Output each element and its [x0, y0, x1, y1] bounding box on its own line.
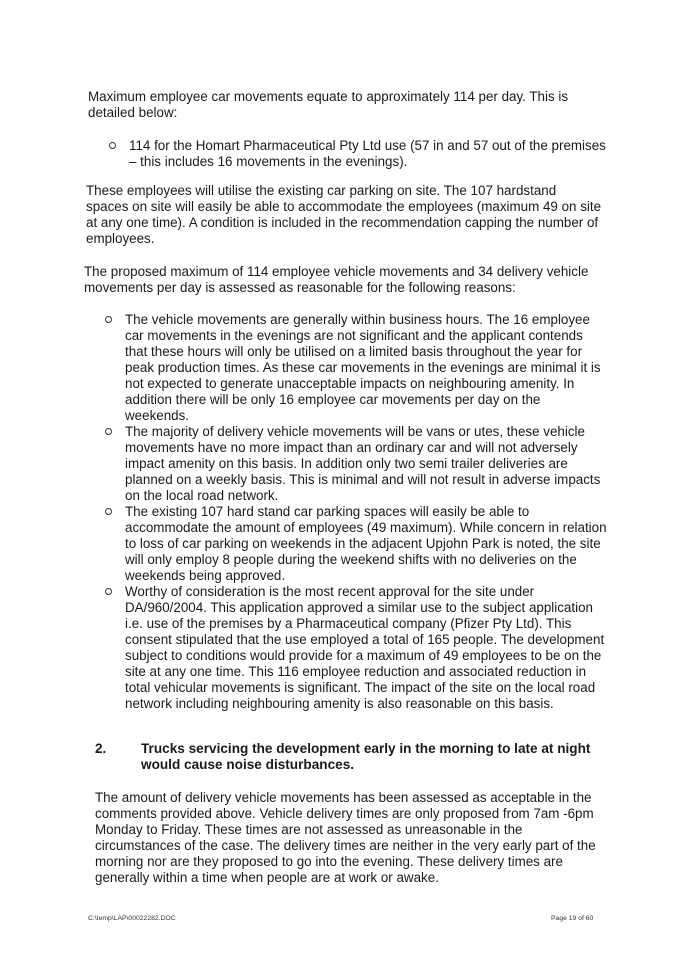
list-item-text: Worthy of consideration is the most recent approval for the site under DA/960/2004. This application approved a similar use to the subject application i.e. use of the premises by a Pharmaceutical company (Pfizer Pty Ltd). This consent stipulated that the use employed a total of 165 people. The development subject to conditions would provide for a maximum of 49 employees to be on the site at any one time. This 116 employee reduction and associated reduction in total vehicular movements is significant. The impact of the site on the local road network including neighbouring amenity is also reasonable on this basis. [125, 584, 605, 711]
bullet-icon [105, 508, 112, 515]
reasons-bullet-list [102, 312, 608, 712]
movements-bullet-list [106, 138, 606, 170]
reasons-intro-paragraph: The proposed maximum of 114 employee vehicle movements and 34 delivery vehicle movements per day is assessed as reasonable for the following reasons: [84, 264, 589, 295]
list-item [102, 584, 608, 712]
footer-page-number: Page 19 of 60 [551, 915, 594, 922]
list-item [102, 312, 608, 424]
list-item [102, 424, 608, 504]
bullet-icon [105, 588, 112, 595]
heading-number: 2. [95, 741, 107, 756]
list-item-text: The vehicle movements are generally within business hours. The 16 employee car movements in the evenings are not significant and the applicant contends that these hours will only be utilised on a limited basis throughout the year for peak production times. As these car movements in the evenings are minimal it is not expected to generate unacceptable impacts on neighbouring amenity. In addition there will be only 16 employee car movements per day on the weekends. [125, 312, 601, 423]
footer-file-path: C:\temp\LAP\00022282.DOC [88, 915, 176, 922]
list-item-text: The existing 107 hard stand car parking spaces will easily be able to accommodate the amount of employees (49 maximum). While concern in relation to loss of car parking on weekends in the adjacent Upjohn Park is noted, the site will only employ 8 people during the weekend shifts with no deliveries on the weekends being approved. [125, 504, 607, 583]
parking-paragraph: These employees will utilise the existing car parking on site. The 107 hardstand spaces on site will easily be able to accommodate the employees (maximum 49 on site at any one time). A condition is included in the recommendation capping the number of employees. [86, 183, 602, 246]
section-heading [95, 741, 610, 773]
list-item-text: 114 for the Homart Pharmaceutical Pty Ltd use (57 in and 57 out of the premises – this includes 16 movements in the evenings). [129, 138, 606, 169]
response-paragraph: The amount of delivery vehicle movements has been assessed as acceptable in the comments provided above. Vehicle delivery times are only proposed from 7am -6pm Monday to Friday. These times are not assessed as unreasonable in the circumstances of the case. The delivery times are neither in the very early part of the morning nor are they proposed to go into the evening. These delivery times are generally within a time when people are at work or awake. [95, 790, 596, 885]
bullet-icon [105, 316, 112, 323]
bullet-icon [105, 428, 112, 435]
list-item [102, 504, 608, 584]
list-item [106, 138, 606, 170]
list-item-text: The majority of delivery vehicle movements will be vans or utes, these vehicle movements have no more impact than an ordinary car and will not adversely impact amenity on this basis. In addition only two semi trailer deliveries are planned on a weekly basis. This is minimal and will not result in adverse impacts on the local road network. [125, 424, 601, 503]
intro-paragraph: Maximum employee car movements equate to approximately 114 per day. This is detailed below: [88, 89, 569, 120]
bullet-icon [109, 142, 116, 149]
heading-text: Trucks servicing the development early in the morning to late at night would cause noise disturbances. [141, 741, 591, 772]
